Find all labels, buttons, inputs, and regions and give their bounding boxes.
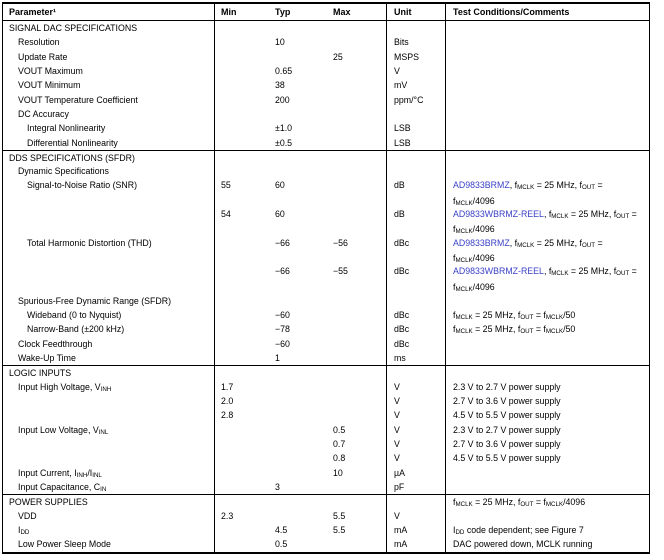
typ-cell: 60 xyxy=(275,180,285,191)
header-parameter: Parameter¹ xyxy=(3,4,215,20)
unit-cell: dBc xyxy=(387,265,446,294)
header-typ: Typ xyxy=(275,7,291,17)
max-cell: −55 xyxy=(327,265,387,294)
test-conditions-cell xyxy=(446,78,649,92)
subscript-text: MCLK xyxy=(517,241,535,249)
parameter-cell xyxy=(3,451,215,465)
part-number-link[interactable]: AD9833WBRMZ-REEL xyxy=(453,266,544,277)
header-unit: Unit xyxy=(387,4,446,20)
max-cell: 10 xyxy=(327,466,387,480)
test-conditions-cell: 4.5 V to 5.5 V power supply xyxy=(453,410,561,421)
unit-cell: mV xyxy=(387,78,446,92)
table-header-row xyxy=(3,4,649,21)
min-cell xyxy=(215,480,269,494)
unit-cell: ms xyxy=(387,351,446,365)
table-row xyxy=(3,21,649,35)
parameter-cell: Clock Feedthrough xyxy=(3,337,215,351)
max-cell: 0.7 xyxy=(327,437,387,451)
test-conditions-cell xyxy=(446,509,649,523)
parameter-cell: VOUT Minimum xyxy=(3,78,215,92)
unit-cell: V xyxy=(387,408,446,422)
parameter-cell: Input Low Voltage, VINL xyxy=(3,423,215,437)
unit-cell: µA xyxy=(387,466,446,480)
table-row xyxy=(3,380,649,394)
typ-cell xyxy=(269,495,327,508)
subscript-text: MCLK xyxy=(455,256,473,264)
part-number-link[interactable]: AD9833BRMZ xyxy=(453,180,510,191)
unit-cell: Bits xyxy=(387,35,446,49)
parameter-cell: Wideband (0 to Nyquist) xyxy=(3,308,215,322)
typ-cell xyxy=(269,437,327,451)
header-min: Min xyxy=(221,7,237,17)
parameter-cell: Narrow-Band (±200 kHz) xyxy=(3,322,215,336)
part-number-link[interactable]: AD9833BRMZ xyxy=(453,237,510,248)
table-row xyxy=(3,236,649,265)
unit-cell: V xyxy=(387,423,446,437)
table-row xyxy=(3,523,649,537)
typ-cell xyxy=(269,21,327,35)
subscript-text: DD xyxy=(20,529,30,537)
max-cell xyxy=(327,78,387,92)
subscript-text: MCLK xyxy=(551,270,569,278)
test-conditions-cell: 2.7 V to 3.6 V power supply xyxy=(453,395,561,406)
min-cell xyxy=(215,537,269,551)
parameter-cell: Input High Voltage, VINH xyxy=(3,380,215,394)
test-conditions-cell xyxy=(446,50,649,64)
table-row xyxy=(3,150,649,164)
subscript-text: MCLK xyxy=(545,501,564,509)
min-cell xyxy=(215,308,269,322)
min-cell xyxy=(215,466,269,480)
spec-table xyxy=(2,2,650,554)
typ-cell: −66 xyxy=(275,237,290,248)
max-cell xyxy=(327,322,387,336)
min-cell xyxy=(215,35,269,49)
min-cell xyxy=(215,164,269,178)
test-conditions-cell xyxy=(446,164,649,178)
min-cell xyxy=(215,451,269,465)
test-conditions-cell xyxy=(446,136,649,150)
table-row xyxy=(3,337,649,351)
test-conditions-cell: fMCLK = 25 MHz, fOUT = fMCLK/50 xyxy=(453,324,576,336)
max-cell: 0.5 xyxy=(327,423,387,437)
typ-cell xyxy=(269,107,327,121)
subscript-text: MCLK xyxy=(551,213,569,221)
spec-table-body xyxy=(3,21,649,552)
table-row xyxy=(3,308,649,322)
max-cell xyxy=(327,64,387,78)
unit-cell: V xyxy=(387,394,446,408)
table-row xyxy=(3,179,649,208)
unit-cell: V xyxy=(387,509,446,523)
subscript-text: MCLK xyxy=(455,313,473,321)
test-conditions-cell xyxy=(446,366,649,379)
min-cell xyxy=(215,495,269,508)
unit-cell: ppm/°C xyxy=(387,93,446,107)
unit-cell xyxy=(387,151,446,164)
subscript-text: MCLK xyxy=(455,501,473,509)
test-conditions-cell: IDD code dependent; see Figure 7 xyxy=(453,525,584,537)
subscript-text: OUT xyxy=(520,328,534,336)
max-cell xyxy=(327,380,387,394)
unit-cell: dBc xyxy=(387,236,446,265)
min-cell xyxy=(215,107,269,121)
min-cell xyxy=(215,265,269,294)
parameter-cell: VDD xyxy=(3,509,215,523)
subscript-text: MCLK xyxy=(517,184,535,192)
test-conditions-cell: 2.3 V to 2.7 V power supply xyxy=(453,381,561,392)
header-max: Max xyxy=(327,4,387,20)
parameter-cell: DDS SPECIFICATIONS (SFDR) xyxy=(3,151,215,164)
min-cell xyxy=(215,93,269,107)
parameter-cell: SIGNAL DAC SPECIFICATIONS xyxy=(3,21,215,35)
table-row xyxy=(3,64,649,78)
unit-cell: V xyxy=(387,380,446,394)
typ-cell: ±1.0 xyxy=(275,123,293,134)
min-cell: 54 xyxy=(221,209,231,220)
unit-cell: dBc xyxy=(387,322,446,336)
test-conditions-cell: 4.5 V to 5.5 V power supply xyxy=(453,453,561,464)
parameter-cell: Integral Nonlinearity xyxy=(3,121,215,135)
test-conditions-cell: AD9833BRMZ, fMCLK = 25 MHz, fOUT = fMCLK/4096 xyxy=(453,237,603,264)
subscript-text: IN xyxy=(100,486,107,493)
typ-cell xyxy=(269,509,327,523)
max-cell xyxy=(327,495,387,508)
min-cell xyxy=(215,64,269,78)
max-cell xyxy=(327,308,387,322)
parameter-cell: Total Harmonic Distortion (THD) xyxy=(3,236,215,265)
unit-cell: mA xyxy=(387,523,446,537)
test-conditions-cell: AD9833WBRMZ-REEL, fMCLK = 25 MHz, fOUT = fMCLK/4096 xyxy=(453,266,637,293)
parameter-cell: Input Capacitance, CIN xyxy=(3,480,215,494)
table-row xyxy=(3,437,649,451)
table-row xyxy=(3,164,649,178)
max-cell xyxy=(327,294,387,308)
unit-cell xyxy=(387,366,446,379)
subscript-text: DD xyxy=(455,529,465,537)
subscript-text: OUT xyxy=(581,184,595,192)
parameter-cell: IDD xyxy=(3,523,215,537)
min-cell xyxy=(215,437,269,451)
typ-cell: 10 xyxy=(275,37,285,48)
unit-cell: V xyxy=(387,64,446,78)
max-cell xyxy=(327,35,387,49)
table-row xyxy=(3,494,649,508)
typ-cell: 3 xyxy=(275,482,280,492)
min-cell xyxy=(215,351,269,365)
test-conditions-cell: 2.3 V to 2.7 V power supply xyxy=(453,424,561,435)
table-row xyxy=(3,136,649,150)
table-row xyxy=(3,322,649,336)
parameter-cell xyxy=(3,394,215,408)
min-cell xyxy=(215,50,269,64)
min-cell: 2.8 xyxy=(221,410,234,421)
unit-cell: V xyxy=(387,437,446,451)
typ-cell: −66 xyxy=(275,266,290,277)
max-cell xyxy=(327,408,387,422)
max-cell xyxy=(327,107,387,121)
max-cell xyxy=(327,537,387,551)
typ-cell xyxy=(269,466,327,480)
max-cell xyxy=(327,480,387,494)
parameter-cell: Signal-to-Noise Ratio (SNR) xyxy=(3,179,215,208)
max-cell xyxy=(327,337,387,351)
parameter-cell xyxy=(3,265,215,294)
min-cell xyxy=(215,423,269,437)
min-cell xyxy=(215,136,269,150)
parameter-cell: Resolution xyxy=(3,35,215,49)
test-conditions-cell: AD9833WBRMZ-REEL, fMCLK = 25 MHz, fOUT = fMCLK/4096 xyxy=(453,209,637,236)
max-cell xyxy=(327,164,387,178)
parameter-cell: Low Power Sleep Mode xyxy=(3,537,215,551)
unit-cell: MSPS xyxy=(387,50,446,64)
typ-cell xyxy=(269,394,327,408)
subscript-text: OUT xyxy=(520,313,534,321)
min-cell xyxy=(215,294,269,308)
parameter-cell xyxy=(3,408,215,422)
max-cell: 5.5 xyxy=(327,509,387,523)
test-conditions-cell xyxy=(446,107,649,121)
max-cell xyxy=(327,366,387,379)
test-conditions-cell xyxy=(446,64,649,78)
max-cell xyxy=(327,21,387,35)
unit-cell: mA xyxy=(387,537,446,551)
subscript-text: OUT xyxy=(520,501,534,509)
table-row xyxy=(3,537,649,551)
table-row xyxy=(3,265,649,294)
test-conditions-cell xyxy=(446,466,649,480)
typ-cell xyxy=(269,151,327,164)
parameter-cell: Dynamic Specifications xyxy=(3,164,215,178)
subscript-text: MCLK xyxy=(455,199,473,207)
subscript-text: INL xyxy=(98,428,109,436)
typ-cell: −60 xyxy=(275,338,290,349)
max-cell xyxy=(327,351,387,365)
subscript-text: MCLK xyxy=(455,328,473,336)
unit-cell: pF xyxy=(387,480,446,494)
typ-cell xyxy=(269,294,327,308)
table-row xyxy=(3,50,649,64)
typ-cell xyxy=(269,164,327,178)
typ-cell xyxy=(269,423,327,437)
typ-cell xyxy=(269,408,327,422)
max-cell: −56 xyxy=(327,236,387,265)
test-conditions-cell xyxy=(446,294,649,308)
max-cell xyxy=(327,394,387,408)
parameter-cell: Differential Nonlinearity xyxy=(3,136,215,150)
unit-cell: LSB xyxy=(387,136,446,150)
parameter-cell: VOUT Temperature Coefficient xyxy=(3,93,215,107)
max-cell: 5.5 xyxy=(327,523,387,537)
min-cell: 1.7 xyxy=(221,381,234,392)
max-cell xyxy=(327,207,387,236)
subscript-text: MCLK xyxy=(545,328,564,336)
test-conditions-cell xyxy=(446,151,649,164)
max-cell xyxy=(327,151,387,164)
typ-cell: 0.5 xyxy=(275,539,288,550)
table-row xyxy=(3,107,649,121)
parameter-cell: VOUT Maximum xyxy=(3,64,215,78)
min-cell xyxy=(215,21,269,35)
table-row xyxy=(3,480,649,494)
unit-cell: dBc xyxy=(387,308,446,322)
subscript-text: OUT xyxy=(581,241,595,249)
table-row xyxy=(3,93,649,107)
max-cell xyxy=(327,179,387,208)
parameter-cell: Spurious-Free Dynamic Range (SFDR) xyxy=(3,294,215,308)
typ-cell: 4.5 xyxy=(275,525,288,536)
table-row xyxy=(3,78,649,92)
test-conditions-cell: 2.7 V to 3.6 V power supply xyxy=(453,438,561,449)
min-cell xyxy=(215,121,269,135)
test-conditions-cell xyxy=(446,121,649,135)
table-row xyxy=(3,351,649,365)
min-cell xyxy=(215,523,269,537)
test-conditions-cell: fMCLK = 25 MHz, fOUT = fMCLK/4096 xyxy=(453,497,586,509)
min-cell xyxy=(215,78,269,92)
typ-cell xyxy=(269,50,327,64)
typ-cell xyxy=(269,380,327,394)
test-conditions-cell xyxy=(446,35,649,49)
min-cell xyxy=(215,366,269,379)
unit-cell: dB xyxy=(387,179,446,208)
typ-cell: −60 xyxy=(275,309,290,320)
min-cell xyxy=(215,236,269,265)
unit-cell: V xyxy=(387,451,446,465)
min-cell: 55 xyxy=(221,180,231,191)
subscript-text: OUT xyxy=(616,270,630,278)
test-conditions-cell: DAC powered down, MCLK running xyxy=(453,539,593,550)
max-cell xyxy=(327,121,387,135)
table-row xyxy=(3,408,649,422)
table-row xyxy=(3,365,649,379)
test-conditions-cell xyxy=(446,351,649,365)
test-conditions-cell: fMCLK = 25 MHz, fOUT = fMCLK/50 xyxy=(453,309,576,321)
unit-cell: dB xyxy=(387,207,446,236)
subscript-text: MCLK xyxy=(545,313,564,321)
header-test-conditions: Test Conditions/Comments xyxy=(453,7,570,17)
subscript-text: MCLK xyxy=(455,228,473,236)
typ-cell: 60 xyxy=(275,209,285,220)
part-number-link[interactable]: AD9833WBRMZ-REEL xyxy=(453,209,544,220)
parameter-cell: DC Accuracy xyxy=(3,107,215,121)
parameter-cell: LOGIC INPUTS xyxy=(3,366,215,379)
table-row xyxy=(3,423,649,437)
subscript-text: INL xyxy=(92,471,102,479)
subscript-text: OUT xyxy=(616,213,630,221)
unit-cell: LSB xyxy=(387,121,446,135)
parameter-cell: Input Current, IINH/IINL xyxy=(3,466,215,480)
max-cell: 0.8 xyxy=(327,451,387,465)
max-cell: 25 xyxy=(327,50,387,64)
parameter-cell: Wake-Up Time xyxy=(3,351,215,365)
parameter-cell xyxy=(3,207,215,236)
subscript-text: INH xyxy=(76,471,88,479)
parameter-cell: Update Rate xyxy=(3,50,215,64)
unit-cell xyxy=(387,294,446,308)
unit-cell xyxy=(387,107,446,121)
test-conditions-cell xyxy=(446,480,649,494)
typ-cell xyxy=(269,366,327,379)
typ-cell: −78 xyxy=(275,324,290,335)
table-row xyxy=(3,207,649,236)
test-conditions-cell xyxy=(446,93,649,107)
min-cell: 2.0 xyxy=(221,395,234,406)
unit-cell xyxy=(387,495,446,508)
test-conditions-cell xyxy=(446,21,649,35)
table-row xyxy=(3,35,649,49)
table-row xyxy=(3,451,649,465)
test-conditions-cell: AD9833BRMZ, fMCLK = 25 MHz, fOUT = fMCLK/4096 xyxy=(453,180,603,207)
typ-cell: 38 xyxy=(275,80,285,91)
unit-cell xyxy=(387,21,446,35)
test-conditions-cell xyxy=(446,337,649,351)
min-cell xyxy=(215,151,269,164)
min-cell: 2.3 xyxy=(221,510,234,521)
parameter-cell: POWER SUPPLIES xyxy=(3,495,215,508)
table-row xyxy=(3,121,649,135)
table-row xyxy=(3,294,649,308)
table-row xyxy=(3,394,649,408)
subscript-text: MCLK xyxy=(455,285,473,293)
typ-cell: 0.65 xyxy=(275,66,293,77)
max-cell xyxy=(327,93,387,107)
typ-cell xyxy=(269,451,327,465)
parameter-cell xyxy=(3,437,215,451)
subscript-text: INH xyxy=(100,385,112,393)
typ-cell: 200 xyxy=(275,94,290,105)
table-row xyxy=(3,466,649,480)
typ-cell: ±0.5 xyxy=(275,137,293,148)
max-cell xyxy=(327,136,387,150)
unit-cell xyxy=(387,164,446,178)
min-cell xyxy=(215,337,269,351)
typ-cell: 1 xyxy=(275,352,280,363)
unit-cell: dBc xyxy=(387,337,446,351)
table-row xyxy=(3,509,649,523)
min-cell xyxy=(215,322,269,336)
